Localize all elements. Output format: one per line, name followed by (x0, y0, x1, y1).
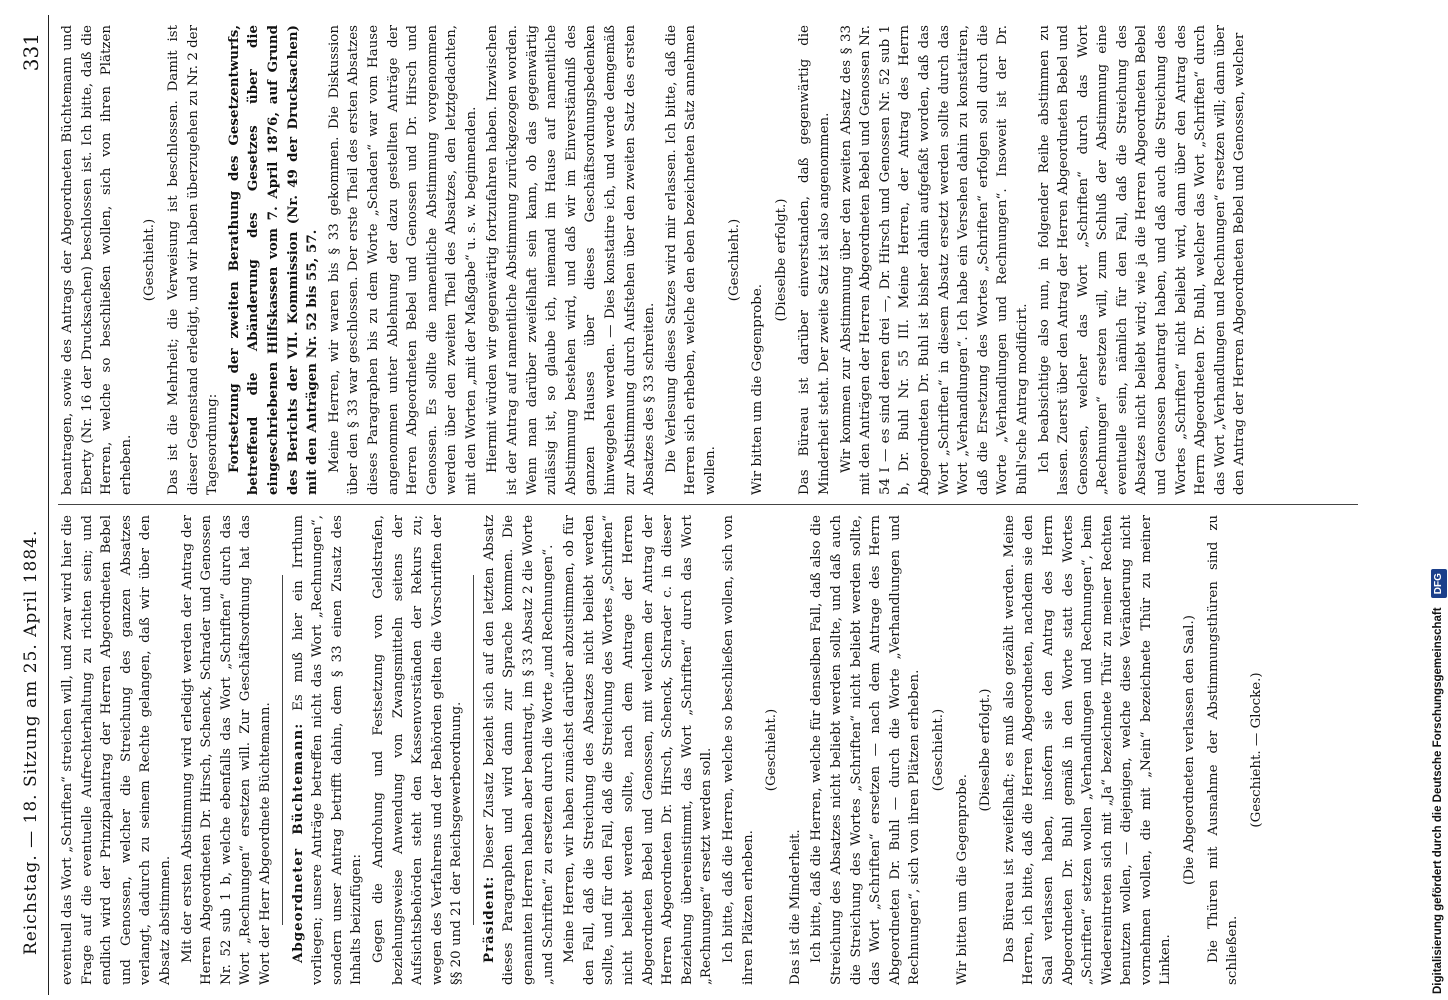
paragraph: Wir bitten um die Gegenprobe. (954, 773, 970, 985)
paragraph: Ich bitte, daß die Herren, welche für denselben Fall, daß also die Streichung des Absatzes nicht beliebt werden sollte, und daß auch die Streichung des Wortes „Schriften“ nicht beliebt werden sollte, das Wort „Schriften“ ersetzen — nach dem Antrage des Herrn Abgeordneten Dr. Buhl — durch die Worte „Verhandlungen und Rechnungen“, sich von ihren Plätzen erheben. (809, 515, 923, 985)
paragraph: Das Büreau ist darüber einverstanden, daß gegenwärtig die Minderheit steht. Der zweite Satz ist also angenommen. (797, 25, 832, 495)
paragraph: Die Verlesung dieses Satzes wird mir erlassen. Ich bitte, daß die Herren sich erheben, welche den eben bezeichneten Satz annehmen wollen. (663, 25, 718, 495)
paragraph: Wir kommen zur Abstimmung über den zweiten Absatz des § 33 mit den Anträgen der Herren Abgeordneten Bebel und Genossen Nr. 54 I — es sind deren drei —, Dr. Hirsch und Genossen Nr. 52 sub 1 b, Dr. Buhl Nr. 55 III. Meine Herren, der Antrag des Herrn Abgeordneten Dr. Buhl ist bisher dahin aufgefaßt worden, daß das Wort „Schriften“ in diesem Absatz ersetzt werden sollte durch das Wort „Verhandlungen“. Ich habe ein Versehen dahin zu konstatiren, daß die Ersetzung des Wortes „Schriften“ erfolgen soll durch die Worte „Verhandlungen und Rechnungen“. Insoweit ist der Dr. Buhl'sche Antrag modificirt. (838, 25, 1030, 495)
paragraph: Das ist die Minderheit. (787, 829, 803, 985)
paragraph: (Geschieht.) (764, 708, 780, 792)
paragraph: (Die Abgeordneten verlassen den Saal.) (1182, 615, 1198, 885)
paragraph: eventuell das Wort „Schriften“ streichen will, und zwar wird hier die Frage auf die eventuelle Aufrechterhaltung zu richten sein; und endlich wird der Prinzipalantrag der Herren Abgeordneten Bebel und Genossen, welcher die Streichung des ganzen Absatzes verlangt, dadurch zu seinem Rechte gelangen, daß wir über den Absatz abstimmen. (60, 515, 173, 985)
paragraph: Meine Herren, wir haben zunächst darüber abzustimmen, ob für den Fall, daß die Streichung des Absatzes nicht beliebt werden sollte, und für den Fall, daß die Streichung des Wortes „Schriften“ nicht beliebt werden sollte, nach dem Antrage der Herren Abgeordneten Bebel und Genossen, mit welchem der Antrag der Herren Abgeordneten Dr. Hirsch, Schenck, Schrader c. in dieser Beziehung übereinstimmt, das Wort „Schriften“ durch das Wort „Rechnungen“ ersetzt werden soll. (562, 515, 715, 985)
paragraph: (Geschieht.) (930, 708, 946, 792)
credit-text: Digitalisierung gefördert durch die Deutsche Forschungsgemeinschaft (1432, 607, 1444, 994)
page-header (14, 15, 49, 995)
paragraph: Das Büreau ist zweifelhaft; es muß also gezählt werden. Meine Herren, ich bitte, daß die Herren Abgeordneten, nachdem sie den Saal verlassen haben, insofern sie den Antrag des Herrn Abgeordneten Dr. Buhl gemäß in den Worte statt des Wortes „Schriften“ setzen wollen „Verhandlungen und Rechnungen“, beim Wiedereintreten sich mit „Ja“ bezeichnete Thür zu meiner Rechten benutzen wollen, — diejenigen, welche diese Veränderung nicht vornehmen wollen, die mit „Nein“ bezeichnete Thür zu meiner Linken. (1001, 515, 1174, 985)
speaker-label: Präsident: (480, 875, 497, 963)
header-title: Reichstag. — 18. Sitzung am 25. April 1884. (21, 529, 41, 955)
paragraph: Meine Herren, wir waren bis § 33 gekommen. Die Diskussion über den § 33 war geschlossen. Der erste Theil des ersten Absatzes dieses Paragraphen bis zu dem Worte „Schaden“ war vom Hause angenommen unter Ablehnung der dazu gestellten Anträge der Herren Abgeordneten Bebel und Genossen und Dr. Hirsch und Genossen. Es sollte die namentliche Abstimmung vorgenommen werden über den zweiten Theil des Absatzes, den letztgedachten, mit den Worten „mit der Maßgabe“ u. s. w. beginnenden. (326, 25, 479, 495)
paragraph: Fortsetzung der zweiten Berathung des Gesetzentwurfs, betreffend die Abänderung des Gesetzes über die eingeschriebenen Hilfskassen vom 7. April 1876, auf Grund des Berichts der VII. Kommission (Nr. 49 der Drucksachen) mit den Anträgen Nr. 52 bis 55, 57. (225, 25, 321, 495)
paragraph: Ich bitte, daß die Herren, welche so beschließen wollen, sich von ihren Plätzen erheben. (721, 515, 756, 985)
paragraph: Die Thüren mit Ausnahme der Abstimmungsthüren sind zu schließen. (1205, 515, 1241, 985)
paragraph: (Geschieht. — Glocke.) (1248, 672, 1264, 828)
page-number: 331 (19, 33, 43, 72)
speaker-label: Abgeordneter Büchtemann: (289, 722, 306, 963)
digitization-credit (1428, 4, 1448, 994)
paragraph: (Geschieht.) (726, 218, 742, 302)
paragraph: Präsident: Dieser Zusatz bezieht sich auf den letzten Absatz dieses Paragraphen und wird dann zur Sprache kommen. Die genannten Herren haben aber beantragt, im § 33 Absatz 2 die Worte „und Schriften“ zu ersetzen durch die Worte „und Rechnungen“. (480, 515, 556, 985)
paragraph: (Dieselbe erfolgt.) (978, 688, 994, 812)
paragraph: (Geschieht.) (142, 218, 158, 302)
dfg-logo: DFG (1431, 569, 1447, 598)
column-divider (58, 504, 1358, 505)
paragraph: Gegen die Androhung und Festsetzung von Geldstrafen, beziehungsweise Anwendung von Zwangsmitteln seitens der Aufsichtsbehörden steht den Kassenvorständen der Rekurs zu; wegen des Verfahrens und der Behörden gelten die Vorschriften der §§ 20 und 21 der Reichsgewerbeordnung. (370, 515, 465, 985)
paragraph: beantragen, sowie des Antrags der Abgeordneten Büchtemann und Eberty (Nr. 16 der Drucksachen) beschlossen ist. Ich bitte, daß die Herren, welche so beschließen wollen, sich von ihren Plätzen erheben. (60, 25, 134, 495)
paragraph: Abgeordneter Büchtemann: Es muß hier ein Irrthum vorliegen; unsere Anträge betreffen nicht das Wort „Rechnungen“, sondern unser Antrag betrifft dahin, dem § 33 einen Zusatz des Inhalts beizufügen: (289, 515, 365, 985)
left-column (58, 25, 1378, 495)
paragraph: (Dieselbe erfolgt.) (773, 198, 789, 322)
paragraph: Das ist die Mehrheit; die Verweisung ist beschlossen. Damit ist dieser Gegenstand erledigt, und wir haben überzugehen zu Nr. 2 der Tagesordnung: (165, 25, 221, 495)
paragraph: Mit der ersten Abstimmung wird erledigt werden der Antrag der Herren Abgeordneten Dr. Hirsch, Schenck, Schrader und Genossen Nr. 52 sub 1 b, welche ebenfalls das Wort „Schriften“ durch das Wort „Rechnungen“ ersetzen will. Zur Geschäftsordnung hat das Wort der Herr Abgeordnete Büchtemann. (179, 515, 273, 985)
section-rule (282, 575, 283, 925)
paragraph: Ich beabsichtige also nun, in folgender Reihe abstimmen zu lassen. Zuerst über den Antrag der Herren Abgeordneten Bebel und Genossen, welcher das Wort „Schriften“ durch das Wort „Rechnungen“ ersetzen will, zum Schluß der Abstimmung eine eventuelle sein, nämlich für den Fall, daß die Streichung des Absatzes nicht beliebt wird; wie ja die Herren Abgeordneten Bebel und Genossen beantragt haben, und daß auch die Streichung des Wortes „Schriften“ nicht beliebt wird, dann über den Antrag des Herrn Abgeordneten Dr. Buhl, welcher das Wort „Schriften“ durch das Wort „Verhandlungen und Rechnungen“ ersetzen will; dann über den Antrag der Herren Abgeordneten Bebel und Genossen, welcher (1036, 25, 1248, 495)
paragraph: Wir bitten um die Gegenprobe. (750, 283, 766, 495)
rotated-document (14, 5, 1394, 995)
section-rule (473, 575, 474, 925)
right-column (58, 515, 1378, 985)
paragraph: Hiermit würden wir gegenwärtig fortzufahren haben. Inzwischen ist der Antrag auf namentliche Abstimmung zurückgezogen worden. Wenn man darüber zweifelhaft sein kann, ob das gegenwärtig zulässig ist, so glaube ich, niemand im Hause auf namentliche Abstimmung bestehen wird, und daß wir im Einverständniß des ganzen Hauses über dieses Geschäftsordnungsbedenken hinweggehen werden. — Dies konstatire ich, und werde demgemäß zur Abstimmung durch Aufstehen über den zweiten Satz des ersten Absatzes des § 33 schreiten. (485, 25, 658, 495)
